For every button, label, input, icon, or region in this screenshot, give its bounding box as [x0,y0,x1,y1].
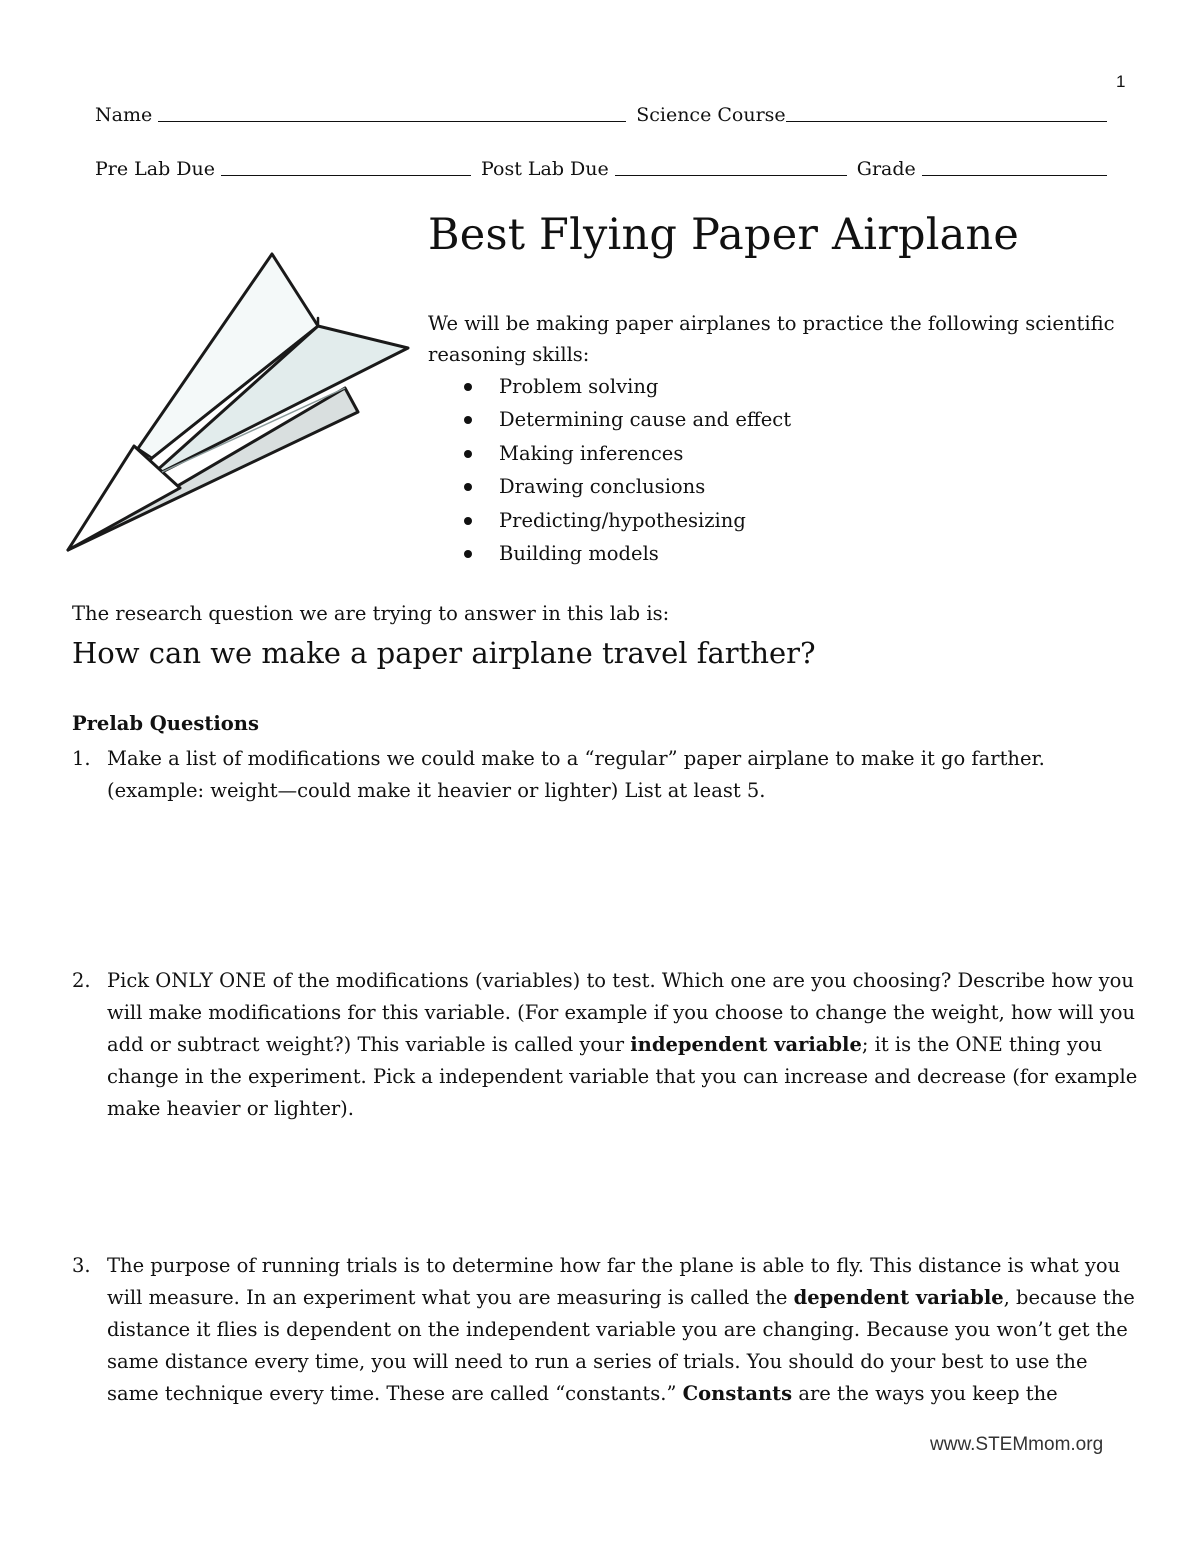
name-field[interactable] [158,121,626,122]
prelab-question-2 [72,965,1142,1125]
prelab-heading: Prelab Questions [72,712,259,735]
prelab-question-3 [72,1250,1142,1410]
page-number: 1 [1116,72,1126,91]
list-item: Building models [462,537,791,570]
footer-website: www.STEMmom.org [930,1434,1104,1455]
research-question-lead: The research question we are trying to answer in this lab is: [72,602,670,625]
question-number: 3. [72,1254,91,1277]
list-item: Determining cause and effect [462,403,791,436]
research-question: How can we make a paper airplane travel farther? [72,636,816,670]
science-course-field[interactable] [786,121,1107,122]
list-item: Making inferences [462,437,791,470]
list-item: Drawing conclusions [462,470,791,503]
page-title: Best Flying Paper Airplane [428,210,1020,260]
pre-lab-due-label: Pre Lab Due [95,158,216,180]
dependent-variable-term: dependent variable [793,1286,1004,1309]
independent-variable-term: independent variable [630,1033,862,1056]
skills-list [462,370,791,570]
grade-field[interactable] [922,175,1107,176]
constants-term: Constants [682,1382,793,1405]
header-row-due-grade [95,150,1107,180]
paper-airplane-illustration [60,248,415,558]
prelab-question-1 [72,743,1142,807]
list-item: Problem solving [462,370,791,403]
header-row-name-course [95,96,1107,126]
question-number: 2. [72,969,91,992]
grade-label: Grade [856,158,916,180]
question-number: 1. [72,747,91,770]
name-label: Name [95,104,153,126]
list-item: Predicting/hypothesizing [462,504,791,537]
post-lab-due-label: Post Lab Due [481,158,609,180]
question-text: Make a list of modifications we could make to a “regular” paper airplane to make it go farther. (example: weight—could make it heavier or lighter) List at least 5. [107,747,1045,802]
post-lab-due-field[interactable] [615,175,847,176]
science-course-label: Science Course [636,104,786,126]
question-text: The purpose of running trials is to determine how far the plane is able to fly. This distance is what you will measure. In an experiment what you are measuring is called the dependent variable, because the distance it flies is dependent on the independent variable you are changing. Because you won’t get the same distance every time, you will need to run a series of trials. You should do your best to use the same technique every time. These are called “constants.” Constants are the ways you keep the [107,1254,1135,1405]
question-text: Pick ONLY ONE of the modifications (variables) to test. Which one are you choosing? Describe how you will make modifications for this variable. (For example if you choose to change the weight, how will you add or subtract weight?) This variable is called your independent variable; it is the ONE thing you change in the experiment. Pick a independent variable that you can increase and decrease (for example make heavier or lighter). [107,969,1138,1120]
pre-lab-due-field[interactable] [221,175,471,176]
intro-paragraph: We will be making paper airplanes to practice the following scientific reasoning skills: [428,312,1115,366]
